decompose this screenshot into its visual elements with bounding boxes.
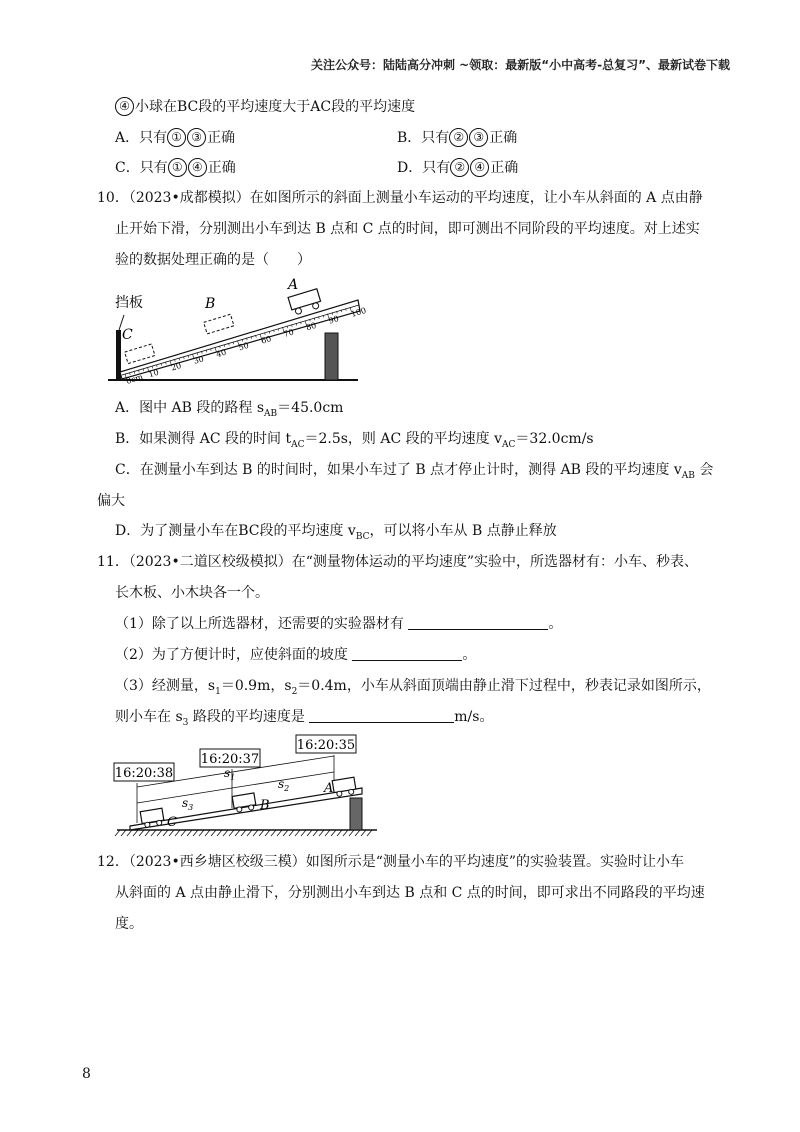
q11-stopwatch-figure xyxy=(112,730,382,840)
ruler-label: 0cm xyxy=(125,372,145,386)
q11-part2: （2）为了方便计时，应使斜面的坡度 。 xyxy=(115,647,477,663)
ruler-label: 70 xyxy=(282,327,295,340)
timer-b: 16:20:37 xyxy=(200,752,260,767)
answer-blank[interactable] xyxy=(352,646,462,661)
ruler-label: 20 xyxy=(170,360,183,373)
q9-option-b: B．只有 ② ③ 正确 xyxy=(397,130,518,146)
q11-stem-line1: 11．（2023•二道区校级模拟）在“测量物体运动的平均速度”实验中，所选器材有：小车、秒表、 xyxy=(97,554,699,570)
q10-option-a: A．图中 AB 段的路程 $s_{AB}=45.0cm$ xyxy=(115,400,344,419)
q10-stem-line3: 验的数据处理正确的是（ ） xyxy=(115,252,311,268)
ruler-label: 90 xyxy=(327,314,340,326)
q11-stem-line2: 长木板、小木块各一个。 xyxy=(115,585,269,601)
answer-blank[interactable] xyxy=(408,615,548,630)
circled-number: ④ xyxy=(115,97,134,116)
q10-option-c: C．在测量小车到达 B 的时间时，如果小车过了 B 点才停止计时，测得 AB 段的平均速度 $v_{AB}$ 会 xyxy=(115,462,714,481)
ruler-label: 80 xyxy=(305,320,318,333)
cart-c-dashed xyxy=(125,344,155,364)
ruler-label: 30 xyxy=(192,354,205,366)
label-a: A xyxy=(288,277,299,293)
support-block xyxy=(325,333,338,380)
cart-b-dashed xyxy=(204,314,234,334)
q11-part1: （1）除了以上所选器材，还需要的实验器材有 。 xyxy=(115,616,563,632)
q10-incline-figure xyxy=(100,275,370,387)
label-c: C xyxy=(167,815,177,830)
q9-item-4: ④ 小球在BC段的平均速度大于AC段的平均速度 xyxy=(115,97,415,117)
page-number: 8 xyxy=(82,1066,91,1082)
ruler-label: 60 xyxy=(260,334,273,346)
label-b: B xyxy=(260,798,270,813)
page-header: 关注公众号：陆陆高分冲刺 ~领取：最新版“小中高考-总复习”、最新试卷下载 xyxy=(311,58,730,72)
label-c: C xyxy=(122,327,133,343)
q10-option-c-cont: 偏大 xyxy=(97,493,125,509)
q10-stem-line1: 10．（2023•成都模拟）在如图所示的斜面上测量小车运动的平均速度，让小车从斜面的 A 点由静 xyxy=(97,190,703,206)
q9-option-c: C．只有 ① ④ 正确 xyxy=(115,160,236,176)
label-baffle: 挡板 xyxy=(115,295,143,311)
q12-stem-line3: 度。 xyxy=(115,916,143,932)
ruler-label: 40 xyxy=(215,347,228,360)
q12-stem-line2: 从斜面的 A 点由静止滑下，分别测出小车到达 B 点和 C 点的时间，即可求出不同路段的平均速 xyxy=(115,885,705,901)
support-block xyxy=(350,798,362,830)
q12-stem-line1: 12．（2023•西乡塘区校级三模）如图所示是“测量小车的平均速度”的实验装置。实验时让小车 xyxy=(97,854,685,870)
label-s3: $s_3$ xyxy=(182,796,194,812)
timer-a: 16:20:35 xyxy=(296,738,356,753)
q9-option-d: D．只有 ② ④ 正确 xyxy=(397,160,519,176)
ruler-label: 100 xyxy=(350,305,368,319)
q11-part3-cont: 则小车在 $s_3$ 路段的平均速度是 m/s。 xyxy=(115,709,494,728)
label-b: B xyxy=(205,296,216,312)
q10-stem-line2: 止开始下滑，分别测出小车到达 B 点和 C 点的时间，即可测出不同阶段的平均速度。对上述实 xyxy=(115,221,700,237)
q9-option-a: A．只有 ① ③ 正确 xyxy=(115,130,236,146)
q11-part3: （3）经测量，$s_1=0.9m$，$s_2=0.4m$，小车从斜面顶端由静止滑下过程中，秒表记录如图所示， xyxy=(115,678,711,697)
ruler-label: 50 xyxy=(237,340,250,353)
ruler-label: 10 xyxy=(147,367,160,380)
timer-c: 16:20:38 xyxy=(114,766,174,781)
label-s2: $s_2$ xyxy=(278,777,290,793)
q10-option-d: D．为了测量小车在BC段的平均速度 $v_{BC}$，可以将小车从 B 点静止释放 xyxy=(115,523,557,542)
q10-option-b: B．如果测得 AC 段的时间 $t_{AC}=2.5s$，则 AC 段的平均速度 $v_{AC}=32.0cm/s$ xyxy=(115,431,594,450)
ground-hatch xyxy=(115,830,372,836)
answer-blank[interactable] xyxy=(309,708,454,723)
label-a: A xyxy=(324,781,334,796)
label-s1: $s_1$ xyxy=(224,766,236,782)
